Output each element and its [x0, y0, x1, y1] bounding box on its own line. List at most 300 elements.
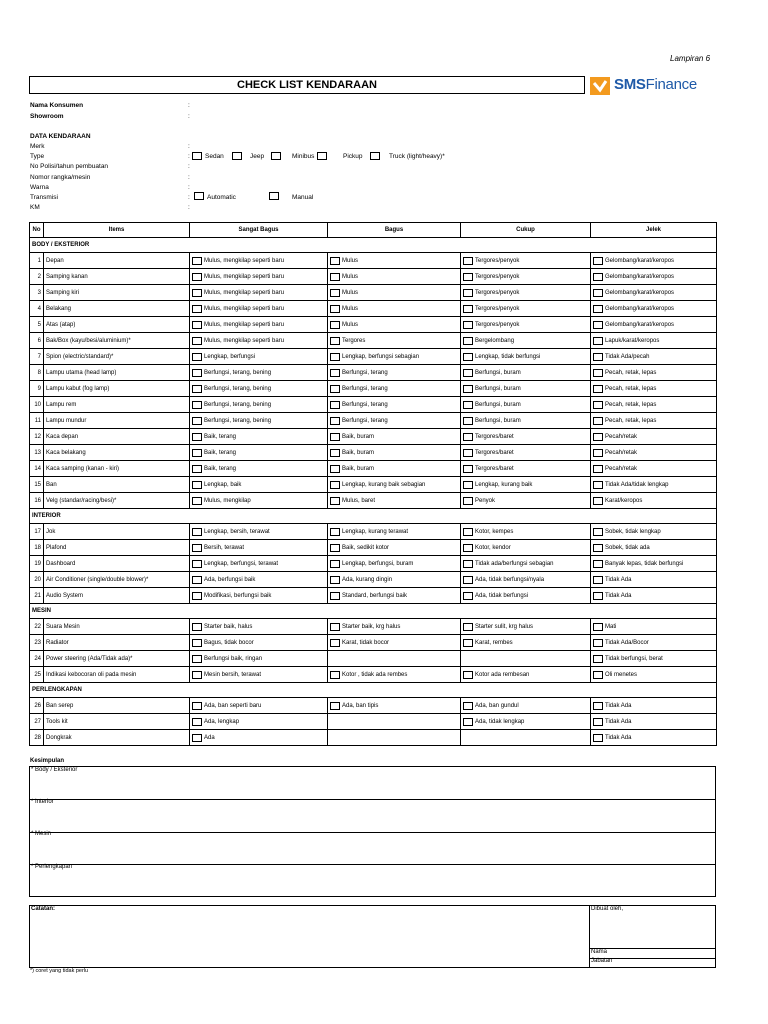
rating-checkbox[interactable] — [463, 385, 473, 393]
rating-cell — [591, 317, 717, 333]
rating-label: Ada, ban tipis — [342, 702, 379, 709]
rating-checkbox[interactable] — [192, 639, 202, 647]
rating-checkbox[interactable] — [330, 353, 340, 361]
rating-checkbox[interactable] — [463, 449, 473, 457]
rating-label: Mulus, baret — [342, 497, 376, 504]
rating-label: Mulus, mengkilap seperti baru — [204, 305, 285, 312]
type-sedan-checkbox[interactable] — [192, 152, 202, 160]
rating-checkbox[interactable] — [463, 401, 473, 409]
rating-option — [593, 528, 714, 536]
rating-option — [192, 401, 325, 409]
colon: : — [188, 113, 190, 120]
rating-cell — [190, 524, 328, 540]
rating-checkbox[interactable] — [330, 433, 340, 441]
rating-checkbox[interactable] — [192, 718, 202, 726]
row-number: 5 — [30, 317, 44, 333]
rating-label: Berfungsi, terang — [342, 401, 388, 408]
item-name: Air Conditioner (single/double blower)* — [44, 572, 190, 588]
rating-option — [463, 639, 588, 647]
rating-checkbox[interactable] — [330, 671, 340, 679]
rating-option — [593, 702, 714, 710]
rating-label: Tidak Ada/tidak lengkap — [605, 481, 669, 488]
row-number: 20 — [30, 572, 44, 588]
type-minibus-checkbox[interactable] — [271, 152, 281, 160]
page-title: CHECK LIST KENDARAAN — [237, 79, 377, 91]
rating-checkbox[interactable] — [463, 718, 473, 726]
rating-checkbox[interactable] — [463, 639, 473, 647]
rating-cell — [461, 445, 591, 461]
rating-checkbox[interactable] — [463, 560, 473, 568]
rating-checkbox[interactable] — [593, 417, 603, 425]
rating-checkbox[interactable] — [192, 305, 202, 313]
row-number: 9 — [30, 381, 44, 397]
rating-label: Tergores — [342, 337, 366, 344]
rating-cell — [591, 714, 717, 730]
rating-cell — [190, 651, 328, 667]
rating-checkbox[interactable] — [330, 257, 340, 265]
row-number: 28 — [30, 730, 44, 746]
rating-cell — [328, 397, 461, 413]
rating-checkbox[interactable] — [593, 560, 603, 568]
kesimpulan-perlengkapan-label: * Perlengkapan — [31, 864, 73, 870]
rating-label: Ada, berfungsi baik — [204, 576, 256, 583]
rating-option — [192, 639, 325, 647]
rating-checkbox[interactable] — [330, 481, 340, 489]
rating-cell — [328, 301, 461, 317]
rating-label: Pecah, retak, lepas — [605, 385, 657, 392]
rating-option — [593, 481, 714, 489]
merk-label: Merk — [30, 143, 45, 150]
rating-checkbox[interactable] — [593, 321, 603, 329]
rating-cell — [591, 429, 717, 445]
row-number: 12 — [30, 429, 44, 445]
rating-checkbox[interactable] — [593, 655, 603, 663]
column-header: Jelek — [591, 223, 717, 238]
rating-option — [192, 497, 325, 505]
rating-option — [192, 273, 325, 281]
rating-label: Tidak Ada — [605, 734, 632, 741]
rating-option — [192, 337, 325, 345]
rating-checkbox[interactable] — [463, 353, 473, 361]
rating-checkbox[interactable] — [593, 481, 603, 489]
rating-cell — [190, 619, 328, 635]
rating-option — [192, 321, 325, 329]
rating-option — [330, 560, 458, 568]
rating-label: Starter sulit, krg halus — [475, 623, 534, 630]
rating-checkbox[interactable] — [192, 273, 202, 281]
rating-checkbox[interactable] — [330, 417, 340, 425]
rating-checkbox[interactable] — [192, 465, 202, 473]
rating-checkbox[interactable] — [192, 321, 202, 329]
rating-checkbox[interactable] — [192, 401, 202, 409]
rating-checkbox[interactable] — [593, 592, 603, 600]
footnote: *) coret yang tidak perlu — [30, 968, 89, 974]
rating-checkbox[interactable] — [593, 639, 603, 647]
rating-cell — [461, 524, 591, 540]
rating-cell — [461, 477, 591, 493]
rating-checkbox[interactable] — [330, 560, 340, 568]
rating-cell — [328, 461, 461, 477]
rating-option — [330, 257, 458, 265]
rating-cell — [461, 253, 591, 269]
rating-label: Modifikasi, berfungsi baik — [204, 592, 272, 599]
rating-checkbox[interactable] — [593, 305, 603, 313]
row-number: 7 — [30, 349, 44, 365]
type-truck-checkbox[interactable] — [370, 152, 380, 160]
rating-checkbox[interactable] — [330, 623, 340, 631]
rating-checkbox[interactable] — [593, 465, 603, 473]
rating-checkbox[interactable] — [330, 321, 340, 329]
section-title: MESIN — [30, 604, 717, 619]
rating-checkbox[interactable] — [330, 273, 340, 281]
rating-option — [192, 702, 325, 710]
rating-checkbox[interactable] — [192, 528, 202, 536]
rating-checkbox[interactable] — [463, 497, 473, 505]
rating-cell — [190, 698, 328, 714]
item-name: Velg (standar/racing/besi)* — [44, 493, 190, 509]
rating-cell — [190, 365, 328, 381]
kesimpulan-body-label: * Body / Eksterior — [31, 767, 78, 773]
rating-label: Baik, sedikit kotor — [342, 544, 390, 551]
rating-cell — [190, 714, 328, 730]
rating-cell — [190, 477, 328, 493]
rating-label: Lengkap, kurang baik sebagian — [342, 481, 426, 488]
row-number: 8 — [30, 365, 44, 381]
rating-cell — [461, 269, 591, 285]
rating-checkbox[interactable] — [192, 449, 202, 457]
rating-checkbox[interactable] — [330, 497, 340, 505]
kesimpulan-label: Kesimpulan — [30, 758, 65, 764]
rating-cell — [328, 651, 461, 667]
item-name: Kaca belakang — [44, 445, 190, 461]
item-name: Dongkrak — [44, 730, 190, 746]
rating-checkbox[interactable] — [192, 433, 202, 441]
rating-checkbox[interactable] — [463, 321, 473, 329]
rating-label: Penyok — [475, 497, 496, 504]
rating-checkbox[interactable] — [593, 671, 603, 679]
rating-checkbox[interactable] — [593, 401, 603, 409]
rating-cell — [328, 730, 461, 746]
rating-checkbox[interactable] — [330, 385, 340, 393]
rating-cell — [328, 349, 461, 365]
rating-option — [463, 353, 588, 361]
rating-cell — [328, 317, 461, 333]
rating-checkbox[interactable] — [192, 655, 202, 663]
rating-checkbox[interactable] — [330, 639, 340, 647]
row-number: 2 — [30, 269, 44, 285]
rating-cell — [328, 635, 461, 651]
rating-checkbox[interactable] — [593, 576, 603, 584]
rating-checkbox[interactable] — [593, 353, 603, 361]
rating-checkbox[interactable] — [463, 528, 473, 536]
rating-checkbox[interactable] — [463, 465, 473, 473]
type-option: Pickup — [343, 153, 363, 160]
rating-label: Ada, tidak lengkap — [475, 718, 525, 725]
rating-option — [463, 560, 588, 568]
rating-label: Mulus, mengkilap seperti baru — [204, 289, 285, 296]
rating-option — [593, 369, 714, 377]
rating-checkbox[interactable] — [593, 433, 603, 441]
kesimpulan-box[interactable] — [29, 766, 716, 897]
rating-checkbox[interactable] — [192, 734, 202, 742]
table-header-row — [30, 223, 717, 238]
rating-checkbox[interactable] — [192, 671, 202, 679]
item-name: Radiator — [44, 635, 190, 651]
rating-option — [463, 465, 588, 473]
transmisi-manual-checkbox[interactable] — [269, 192, 279, 200]
rating-checkbox[interactable] — [593, 449, 603, 457]
rating-checkbox[interactable] — [593, 385, 603, 393]
rating-checkbox[interactable] — [593, 337, 603, 345]
rating-label: Tidak berfungsi, berat — [605, 655, 663, 662]
rating-cell — [461, 635, 591, 651]
row-number: 1 — [30, 253, 44, 269]
row-number: 26 — [30, 698, 44, 714]
jabatan-label: Jabatan — [591, 958, 613, 964]
rating-checkbox[interactable] — [463, 417, 473, 425]
rating-checkbox[interactable] — [192, 481, 202, 489]
colon: : — [188, 143, 190, 150]
rating-checkbox[interactable] — [463, 671, 473, 679]
rating-label: Pecah, retak, lepas — [605, 401, 657, 408]
rating-checkbox[interactable] — [330, 305, 340, 313]
rating-checkbox[interactable] — [192, 592, 202, 600]
rating-label: Berfungsi, terang, bening — [204, 369, 272, 376]
rating-checkbox[interactable] — [192, 576, 202, 584]
rating-cell — [461, 413, 591, 429]
rating-checkbox[interactable] — [593, 623, 603, 631]
rating-checkbox[interactable] — [463, 273, 473, 281]
rating-cell — [591, 445, 717, 461]
rating-checkbox[interactable] — [593, 257, 603, 265]
rating-label: Starter baik, halus — [204, 623, 253, 630]
colon: : — [188, 102, 190, 109]
rating-cell — [328, 477, 461, 493]
catatan-box[interactable] — [29, 905, 716, 968]
rating-checkbox[interactable] — [192, 417, 202, 425]
type-option: Minibus — [292, 153, 315, 160]
rating-option — [463, 449, 588, 457]
item-name: Indikasi kebocoran oli pada mesin — [44, 667, 190, 683]
rating-option — [330, 481, 458, 489]
rating-checkbox[interactable] — [463, 592, 473, 600]
rating-cell — [190, 730, 328, 746]
rating-cell — [190, 556, 328, 572]
rating-checkbox[interactable] — [192, 544, 202, 552]
rating-cell — [328, 269, 461, 285]
rating-label: Gelombang/karat/keropos — [605, 305, 675, 312]
rating-option — [330, 671, 458, 679]
rating-option — [192, 623, 325, 631]
table-row — [30, 253, 717, 269]
rating-label: Berfungsi, terang, bening — [204, 401, 272, 408]
rating-checkbox[interactable] — [463, 305, 473, 313]
rating-checkbox[interactable] — [463, 433, 473, 441]
table-row — [30, 540, 717, 556]
rating-option — [330, 639, 458, 647]
rating-checkbox[interactable] — [463, 623, 473, 631]
rating-checkbox[interactable] — [463, 289, 473, 297]
rating-option — [593, 321, 714, 329]
item-name: Power steering (Ada/Tidak ada)* — [44, 651, 190, 667]
rating-cell — [328, 285, 461, 301]
rating-checkbox[interactable] — [593, 528, 603, 536]
rating-checkbox[interactable] — [593, 544, 603, 552]
rating-option — [593, 560, 714, 568]
row-number: 10 — [30, 397, 44, 413]
rating-option — [593, 257, 714, 265]
rating-label: Mesin bersih, terawat — [204, 671, 262, 678]
rating-option — [463, 401, 588, 409]
rating-checkbox[interactable] — [192, 289, 202, 297]
rating-checkbox[interactable] — [330, 528, 340, 536]
rating-label: Ada, lengkap — [204, 718, 240, 725]
rating-checkbox[interactable] — [463, 544, 473, 552]
rating-checkbox[interactable] — [192, 623, 202, 631]
rating-option — [330, 702, 458, 710]
rating-option — [192, 671, 325, 679]
rating-option — [463, 544, 588, 552]
rating-label: Gelombang/karat/keropos — [605, 257, 675, 264]
transmisi-automatic-checkbox[interactable] — [194, 192, 204, 200]
rating-checkbox[interactable] — [593, 369, 603, 377]
rating-checkbox[interactable] — [463, 702, 473, 710]
rating-cell — [591, 365, 717, 381]
rating-option — [192, 655, 325, 663]
lampiran-label: Lampiran 6 — [670, 54, 711, 63]
rating-cell — [190, 540, 328, 556]
rating-checkbox[interactable] — [330, 289, 340, 297]
rating-option — [593, 385, 714, 393]
row-number: 6 — [30, 333, 44, 349]
item-name: Belakang — [44, 301, 190, 317]
rating-checkbox[interactable] — [463, 481, 473, 489]
rating-cell — [591, 381, 717, 397]
rating-checkbox[interactable] — [593, 702, 603, 710]
rating-option — [593, 655, 714, 663]
rating-cell — [190, 269, 328, 285]
rating-checkbox[interactable] — [463, 576, 473, 584]
rating-cell — [190, 317, 328, 333]
rating-label: Berfungsi baik, ringan — [204, 655, 263, 662]
rating-label: Tergores/baret — [475, 433, 514, 440]
item-name: Ban serep — [44, 698, 190, 714]
rating-option — [593, 417, 714, 425]
rating-label: Ada, ban seperti baru — [204, 702, 262, 709]
rangka-label: Nomor rangka/mesin — [30, 174, 91, 181]
rating-label: Baik, buram — [342, 449, 375, 456]
rating-checkbox[interactable] — [330, 337, 340, 345]
rating-checkbox[interactable] — [330, 401, 340, 409]
type-option: Sedan — [205, 153, 224, 160]
rating-cell — [190, 445, 328, 461]
rating-checkbox[interactable] — [192, 353, 202, 361]
rating-cell — [461, 381, 591, 397]
rating-checkbox[interactable] — [330, 449, 340, 457]
rating-label: Starter baik, krg halus — [342, 623, 401, 630]
type-pickup-checkbox[interactable] — [317, 152, 327, 160]
rating-checkbox[interactable] — [330, 592, 340, 600]
rating-label: Lengkap, kurang baik — [475, 481, 533, 488]
rating-cell — [328, 714, 461, 730]
rating-checkbox[interactable] — [192, 385, 202, 393]
rating-checkbox[interactable] — [593, 718, 603, 726]
rating-label: Lengkap, kurang terawat — [342, 528, 409, 535]
row-number: 25 — [30, 667, 44, 683]
rating-option — [192, 528, 325, 536]
rating-checkbox[interactable] — [463, 369, 473, 377]
rating-label: Mulus, mengkilap — [204, 497, 251, 504]
rating-cell — [591, 635, 717, 651]
rating-label: Gelombang/karat/keropos — [605, 289, 675, 296]
transmisi-label: Transmisi — [30, 194, 58, 201]
rating-checkbox[interactable] — [593, 273, 603, 281]
rating-checkbox[interactable] — [192, 257, 202, 265]
rating-option — [463, 337, 588, 345]
rating-option — [593, 337, 714, 345]
rating-cell — [190, 588, 328, 604]
rating-checkbox[interactable] — [192, 560, 202, 568]
rating-label: Ada — [204, 734, 215, 741]
rating-label: Berfungsi, buram — [475, 385, 521, 392]
table-row — [30, 349, 717, 365]
rating-checkbox[interactable] — [463, 337, 473, 345]
rating-label: Pecah, retak, lepas — [605, 369, 657, 376]
type-jeep-checkbox[interactable] — [232, 152, 242, 160]
rating-checkbox[interactable] — [330, 702, 340, 710]
rating-checkbox[interactable] — [463, 257, 473, 265]
dibuat-oleh-label: Dibuat oleh, — [591, 906, 624, 912]
rating-label: Tergores/penyok — [475, 273, 520, 280]
rating-label: Tergores/baret — [475, 465, 514, 472]
rating-checkbox[interactable] — [593, 734, 603, 742]
rating-cell — [461, 365, 591, 381]
rating-checkbox[interactable] — [330, 465, 340, 473]
rating-checkbox[interactable] — [192, 369, 202, 377]
rating-checkbox[interactable] — [330, 576, 340, 584]
rating-cell — [591, 572, 717, 588]
table-row — [30, 269, 717, 285]
rating-cell — [190, 301, 328, 317]
rating-cell — [190, 413, 328, 429]
rating-option — [330, 273, 458, 281]
rating-checkbox[interactable] — [593, 289, 603, 297]
rating-cell — [461, 333, 591, 349]
logo-text — [614, 76, 697, 93]
rating-option — [463, 592, 588, 600]
rating-label: Mulus, mengkilap seperti baru — [204, 337, 285, 344]
rating-label: Mulus — [342, 305, 359, 312]
rating-checkbox[interactable] — [593, 497, 603, 505]
rating-checkbox[interactable] — [192, 702, 202, 710]
rating-checkbox[interactable] — [192, 337, 202, 345]
rating-cell — [461, 730, 591, 746]
rating-cell — [328, 698, 461, 714]
table-row — [30, 667, 717, 683]
rating-cell — [461, 698, 591, 714]
rating-option — [463, 321, 588, 329]
rating-checkbox[interactable] — [192, 497, 202, 505]
rating-label: Oli menetes — [605, 671, 638, 678]
rating-checkbox[interactable] — [330, 369, 340, 377]
table-row — [30, 524, 717, 540]
rating-label: Pecah/retak — [605, 449, 638, 456]
rating-checkbox[interactable] — [330, 544, 340, 552]
rating-option — [330, 353, 458, 361]
rating-label: Baik, terang — [204, 449, 237, 456]
rating-label: Kotor, kempes — [475, 528, 514, 535]
colon: : — [188, 174, 190, 181]
